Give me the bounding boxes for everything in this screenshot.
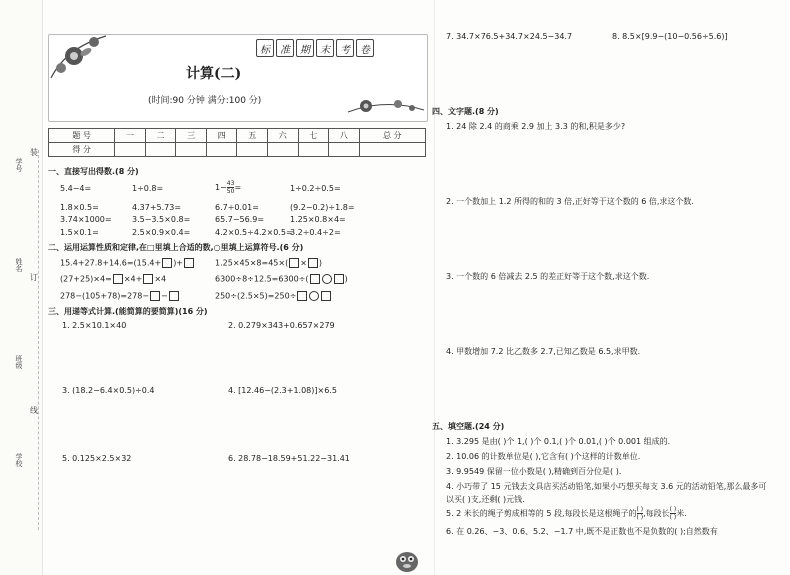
s1-item: 3.5−3.5×0.8=	[132, 215, 191, 224]
section-3-heading: 三、用递等式计算.(能简算的要简算)(16 分)	[48, 307, 208, 316]
seal-char: 末	[316, 39, 334, 57]
answer-box[interactable]	[308, 258, 318, 268]
s1-item: 1÷0.8=	[132, 184, 164, 193]
spine-label-name: 姓名	[15, 258, 23, 272]
fraction-blank[interactable]: $\frac{( )}{( )}$	[669, 506, 677, 521]
s2-text: 278−(105+78)=278−	[60, 291, 150, 301]
section-2-heading: 二、运用运算性质和定律,在□里填上合适的数,○里填上运算符号.(6 分)	[48, 243, 304, 252]
answer-box[interactable]	[162, 258, 172, 268]
s1-item: 6.7÷0.01=	[215, 203, 259, 212]
s2-text: 15.4+27.8+14.6=(15.4+	[60, 258, 162, 268]
s4-question: 1. 24 除 2.4 的商乘 2.9 加上 3.3 的和,积是多少?	[446, 122, 626, 131]
s3-question: 8. 8.5×[9.9−(10−0.56÷5.6)]	[612, 32, 728, 41]
s1-item: 1.5×0.1=	[60, 228, 99, 237]
s1-item: 2.5×0.9×0.4=	[132, 228, 191, 237]
answer-box[interactable]	[321, 291, 331, 301]
flower-decoration-right	[346, 92, 426, 120]
s1-item: 1.8×0.5=	[60, 203, 99, 212]
seal-char: 卷	[356, 39, 374, 57]
s5-question: 6. 在 0.26、−3、0.6、5.2、−1.7 中,既不是正数也不是负数的( );自然数有	[446, 527, 718, 536]
s5-question: 3. 9.9549 保留一位小数是( ),精确到百分位是( ).	[446, 467, 622, 476]
spine-label-student-id: 学号	[15, 158, 23, 172]
answer-box[interactable]	[334, 274, 344, 284]
score-header-row	[49, 129, 426, 143]
score-cell[interactable]	[329, 143, 360, 157]
s1-item: 1÷0.2÷0.5=	[290, 184, 341, 193]
s2-item: 278−(105+78)=278− −	[60, 291, 180, 301]
page-title: 计算(二)	[186, 66, 242, 82]
score-cell[interactable]	[237, 143, 268, 157]
operator-circle[interactable]	[309, 291, 319, 301]
spine-mark-bind: 装	[30, 148, 38, 157]
section-1-heading: 一、直接写出得数.(8 分)	[48, 167, 139, 176]
spine-mark-staple: 订	[30, 273, 38, 282]
s1-item: 3.74×1000=	[60, 215, 112, 224]
s1-item: (9.2−0.2)÷1.8=	[290, 203, 355, 212]
score-value-row	[49, 143, 426, 157]
spine-label-school: 学校	[15, 453, 23, 467]
header-cell: 三	[176, 129, 207, 143]
binding-cut-line	[38, 150, 39, 530]
exam-time-score: (时间:90 分钟 满分:100 分)	[148, 96, 262, 106]
score-cell[interactable]	[206, 143, 237, 157]
s3-question: 4. [12.46−(2.3+1.08)]×6.5	[228, 386, 337, 395]
answer-box[interactable]	[143, 274, 153, 284]
spine-mark-line: 线	[30, 406, 38, 415]
page-fold	[434, 0, 435, 575]
s1-item: 4.2×0.5÷4.2×0.5=	[215, 228, 293, 237]
s4-question: 4. 甲数增加 7.2 比乙数多 2.7,已知乙数是 6.5,求甲数.	[446, 347, 641, 356]
header-cell: 一	[115, 129, 146, 143]
s4-question: 3. 一个数的 6 倍减去 2.5 的差正好等于这个数,求这个数.	[446, 272, 650, 281]
answer-box[interactable]	[169, 291, 179, 301]
header-cell: 四	[206, 129, 237, 143]
score-cell[interactable]	[298, 143, 329, 157]
s2-item: 1.25×45×8=45×( × )	[215, 258, 323, 268]
fraction-blank[interactable]: $\frac{( )}{( )}$	[636, 506, 644, 521]
binding-spine	[0, 0, 43, 575]
s5-question	[446, 506, 687, 521]
section-5-heading: 五、填空题.(24 分)	[432, 422, 505, 431]
score-cell[interactable]	[176, 143, 207, 157]
s5-text: ,每段长	[643, 509, 670, 518]
s5-question: 以买( )支,还剩( )元钱.	[446, 495, 525, 504]
s1-item: 3.2÷0.4÷2=	[290, 228, 341, 237]
header-cell: 六	[267, 129, 298, 143]
seal-char: 考	[336, 39, 354, 57]
s2-text: 6300÷8÷12.5=6300÷(	[215, 274, 309, 284]
score-label-cell: 得 分	[49, 143, 115, 157]
seal-char: 标	[256, 39, 274, 57]
answer-box[interactable]	[289, 258, 299, 268]
answer-box[interactable]	[184, 258, 194, 268]
s5-question: 2. 10.06 的计数单位是( ),它含有( )个这样的计数单位.	[446, 452, 641, 461]
s3-question: 6. 28.78−18.59+51.22−31.41	[228, 454, 350, 463]
header-cell: 八	[329, 129, 360, 143]
s2-item: 6300÷8÷12.5=6300÷( )	[215, 274, 348, 284]
header-cell: 题 号	[49, 129, 115, 143]
operator-circle[interactable]	[322, 274, 332, 284]
s3-question: 2. 0.279×343+0.657×279	[228, 321, 335, 330]
s5-text: 米.	[676, 509, 687, 518]
answer-box[interactable]	[297, 291, 307, 301]
score-cell[interactable]	[267, 143, 298, 157]
s2-item: 15.4+27.8+14.6=(15.4+ )+	[60, 258, 195, 268]
s2-item	[215, 291, 332, 301]
header-cell: 五	[237, 129, 268, 143]
s2-text: 1.25×45×8=45×(	[215, 258, 289, 268]
score-cell[interactable]	[115, 143, 146, 157]
s1-item: 1.25×0.8×4=	[290, 215, 346, 224]
s5-question: 4. 小巧带了 15 元钱去文具店买活动铅笔,如果小巧想买每支 3.6 元的活动铅笔,那么最多可	[446, 482, 767, 491]
header-cell: 总 分	[359, 129, 425, 143]
s3-question: 7. 34.7×76.5+34.7×24.5−34.7	[446, 32, 573, 41]
s2-text: 250÷(2.5×5)=250÷	[215, 291, 297, 301]
answer-box[interactable]	[113, 274, 123, 284]
header-cell: 七	[298, 129, 329, 143]
mascot-decoration	[392, 546, 422, 574]
s5-question: 1. 3.295 是由( )个 1,( )个 0.1,( )个 0.01,( )个 0.001 组成的.	[446, 437, 671, 446]
answer-box[interactable]	[150, 291, 160, 301]
s5-text: 5. 2 米长的绳子剪成相等的 5 段,每段长是这根绳子的	[446, 509, 637, 518]
seal-char: 准	[276, 39, 294, 57]
spine-label-class: 班级	[15, 355, 23, 369]
s3-question: 3. (18.2−6.4×0.5)÷0.4	[62, 386, 155, 395]
score-table	[48, 128, 426, 157]
s1-item-fraction: 1− $\frac{43}{50}$ =	[215, 180, 242, 195]
header-cell: 二	[145, 129, 176, 143]
s4-question: 2. 一个数加上 1.2 所得的和的 3 倍,正好等于这个数的 6 倍,求这个数.	[446, 197, 694, 206]
answer-box[interactable]	[310, 274, 320, 284]
section-4-heading: 四、文字题.(8 分)	[432, 107, 499, 116]
s3-question: 5. 0.125×2.5×32	[62, 454, 132, 463]
exam-series-seal	[256, 39, 374, 57]
s1-item: 5.4−4=	[60, 184, 92, 193]
flower-decoration-left	[46, 28, 116, 83]
score-cell[interactable]	[145, 143, 176, 157]
score-cell[interactable]	[359, 143, 425, 157]
s3-question: 1. 2.5×10.1×40	[62, 321, 127, 330]
s2-item: (27+25)×4= ×4+ ×4	[60, 274, 167, 284]
s1-item: 4.37+5.73=	[132, 203, 182, 212]
seal-char: 期	[296, 39, 314, 57]
s2-text: (27+25)×4=	[60, 274, 112, 284]
s1-item: 65.7−56.9=	[215, 215, 265, 224]
